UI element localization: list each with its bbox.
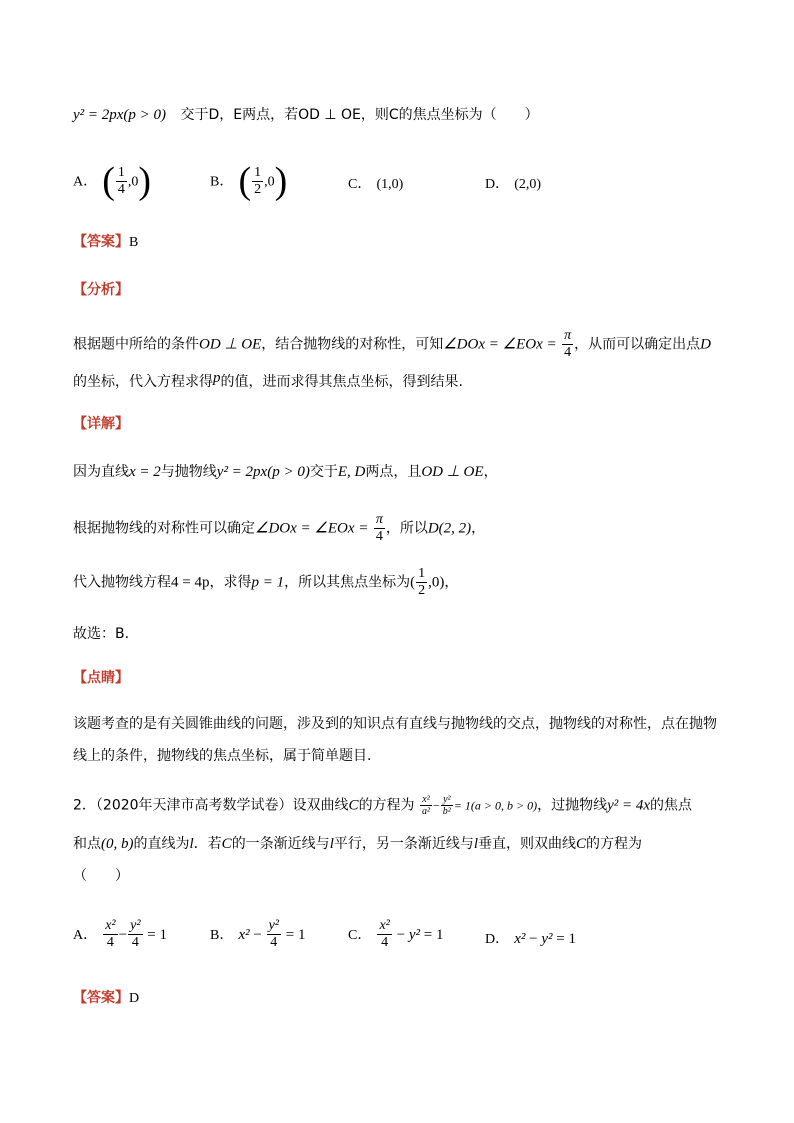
pi-over-4: [562, 328, 573, 361]
text: 两点，且: [365, 464, 422, 480]
denominator: 2: [418, 583, 426, 598]
math: (: [410, 574, 416, 591]
text: 的坐标，代入方程求得: [73, 374, 213, 390]
math: C: [576, 836, 587, 852]
q1-parabola-eq: y² = 2px(p > 0): [73, 107, 167, 123]
text: 因为直线: [73, 464, 129, 480]
numerator: 1: [117, 164, 125, 180]
denominator: 4: [375, 529, 383, 544]
text: 根据题中所给的条件: [73, 336, 199, 353]
q2-option-d: D． x² − y² = 1: [485, 931, 576, 947]
option-value: (2,0): [514, 177, 542, 192]
q1-stem-text: 交于D，E两点，若OD ⊥ OE，则C的焦点坐标为（ ）: [180, 107, 539, 123]
numerator: 1: [418, 566, 426, 581]
text: 线上的条件，抛物线的焦点坐标，属于简单题目.: [73, 748, 372, 764]
denominator: a²: [422, 806, 431, 817]
q2-option-c: C． $\frac{\text{x²}}{4}$ − y² = 1: [348, 918, 444, 950]
answer-tag: 【答案】: [73, 234, 129, 250]
math: D: [700, 336, 711, 353]
q1-option-b: [210, 162, 287, 200]
math: y² = 4x: [607, 797, 651, 814]
math: l: [189, 836, 194, 852]
q1-detail-line2: [73, 512, 485, 545]
text: ，: [471, 520, 486, 537]
text: 根据抛物线的对称性可以确定: [73, 520, 255, 537]
text: 的值，进而求得其焦点坐标，得到结果.: [220, 374, 463, 390]
text: ，结合抛物线的对称性，可知: [261, 336, 444, 353]
answer-value: B: [129, 235, 139, 250]
text: 该题考查的是有关圆锥曲线的问题，涉及到的知识点有直线与抛物线的交点，抛物线的对称性，点在抛物: [73, 716, 717, 732]
math: ∠DOx = ∠EOx =: [255, 520, 369, 537]
numerator: x²: [420, 794, 432, 806]
q1-analysis-heading: [73, 280, 129, 300]
text: 的方程为: [358, 797, 415, 814]
option-rest: ,0: [127, 174, 139, 190]
q1-comment-line2: [73, 746, 371, 766]
math: x = 2: [129, 464, 161, 480]
text: 故选：B.: [73, 626, 130, 642]
option-value: (1,0): [376, 177, 404, 192]
q1-analysis-line2: [73, 368, 463, 392]
q1-comment-line1: [73, 714, 717, 734]
option-label: D．: [485, 932, 510, 947]
math: OD ⊥ OE: [421, 464, 484, 480]
pi-over-4: [374, 512, 385, 545]
q1-stem: [73, 105, 539, 125]
text: 交于: [309, 464, 338, 480]
text: 平行，另一条渐近线与: [333, 836, 474, 852]
comment-tag: 【点睛】: [73, 670, 129, 686]
q1-detail-line4: [73, 624, 129, 644]
answer-value: D: [129, 991, 140, 1006]
one-half: [416, 566, 427, 599]
numerator: π: [375, 512, 383, 527]
text: 垂直，则双曲线: [478, 836, 577, 852]
denominator: 4: [564, 345, 572, 360]
x2-over-4: $\frac{\text{x²}}{4}$: [105, 918, 116, 950]
q2-option-a: A． $\frac{\text{x²}}{4}$ − $\frac{\text{y²}}{4}$ = 1: [73, 918, 167, 950]
numerator: π: [564, 328, 572, 343]
text: ，所以其焦点坐标为: [284, 574, 411, 591]
detail-tag: 【详解】: [73, 416, 129, 432]
option-label: C．: [348, 928, 372, 943]
math: OD ⊥ OE: [199, 336, 262, 353]
numerator: 1: [254, 164, 262, 180]
text: 和点: [73, 836, 101, 852]
math: l: [329, 836, 334, 852]
text: 2．（2020年天津市高考数学试卷）设双曲线: [73, 797, 349, 814]
text: （ ）: [73, 868, 129, 884]
q2-stem-line3: [73, 866, 129, 886]
math: y² = 2px(p > 0): [216, 464, 310, 480]
q2-stem-line1: 2．（2020年天津市高考数学试卷）设双曲线C的方程为 $\frac{\text{x²}}{\text{a²}}$ − $\frac{\text{y²}}{\text{b²}}$ = 1(a > 0, b > 0)，过抛物线y² = 4x的焦点: [73, 794, 693, 817]
math: C: [348, 797, 359, 814]
q1-detail-line1: [73, 462, 498, 482]
denominator: b²: [442, 806, 451, 817]
option-label: B．: [210, 174, 234, 190]
numerator: y²: [441, 794, 453, 806]
text: ，过抛物线: [537, 797, 608, 814]
q1-option-a: [73, 162, 151, 200]
math: = 1(a > 0, b > 0): [453, 798, 538, 813]
math: ∠DOx = ∠EOx =: [443, 336, 557, 353]
math: C: [221, 836, 232, 852]
q1-analysis-line1: [73, 328, 711, 361]
q2-stem-line2: [73, 834, 642, 854]
math: p = 1: [251, 574, 285, 591]
text: 代入抛物线方程: [73, 574, 171, 591]
answer-tag: 【答案】: [73, 990, 129, 1006]
text: ，求得: [209, 574, 252, 591]
q1-option-c: [348, 173, 403, 193]
left-paren: (: [102, 160, 115, 202]
right-paren: ): [138, 160, 152, 202]
left-paren: (: [238, 160, 252, 202]
q1-answer: [73, 232, 138, 253]
math: l: [473, 836, 479, 852]
x2-over-4: $\frac{\text{x²}}{4}$: [379, 918, 390, 950]
text: 的直线为: [133, 836, 190, 852]
y2-over-b2: [441, 794, 453, 817]
right-paren: ): [274, 160, 288, 202]
text: 的方程为: [586, 836, 643, 852]
q2-option-b: B． x² − $\frac{\text{y²}}{4}$ = 1: [210, 918, 306, 950]
q1-detail-heading: [73, 414, 129, 434]
option-rest: ,0: [264, 174, 275, 190]
analysis-tag: 【分析】: [73, 282, 129, 298]
denominator: 4: [117, 181, 125, 197]
q1-comment-heading: [73, 668, 129, 688]
math: ,0): [428, 574, 445, 591]
text: 的一条渐近线与: [231, 836, 330, 852]
math: 4 = 4p: [171, 574, 210, 591]
text: ，: [444, 574, 459, 591]
q1-option-d: [485, 173, 541, 193]
denominator: 2: [254, 181, 262, 197]
text: 的焦点: [650, 797, 693, 814]
text: ，: [483, 464, 498, 480]
text: 与抛物线: [160, 464, 217, 480]
option-label: C．: [348, 177, 372, 192]
option-label: A．: [73, 174, 98, 190]
option-label: A．: [73, 928, 98, 943]
math: (0, b): [101, 836, 134, 852]
x2-over-a2: [420, 794, 432, 817]
q1-detail-line3: [73, 566, 458, 599]
option-label: D．: [485, 177, 510, 192]
text: ，所以: [385, 520, 428, 537]
q2-answer: [73, 988, 139, 1009]
y2-over-4: $\frac{\text{y²}}{4}$: [268, 918, 279, 950]
math: D(2, 2): [427, 520, 472, 537]
y2-over-4: $\frac{\text{y²}}{4}$: [130, 918, 141, 950]
option-label: B．: [210, 928, 234, 943]
text: ，从而可以确定出点: [574, 336, 701, 353]
math: p: [213, 370, 221, 386]
math: E, D: [337, 464, 366, 480]
text: ．若: [193, 836, 222, 852]
